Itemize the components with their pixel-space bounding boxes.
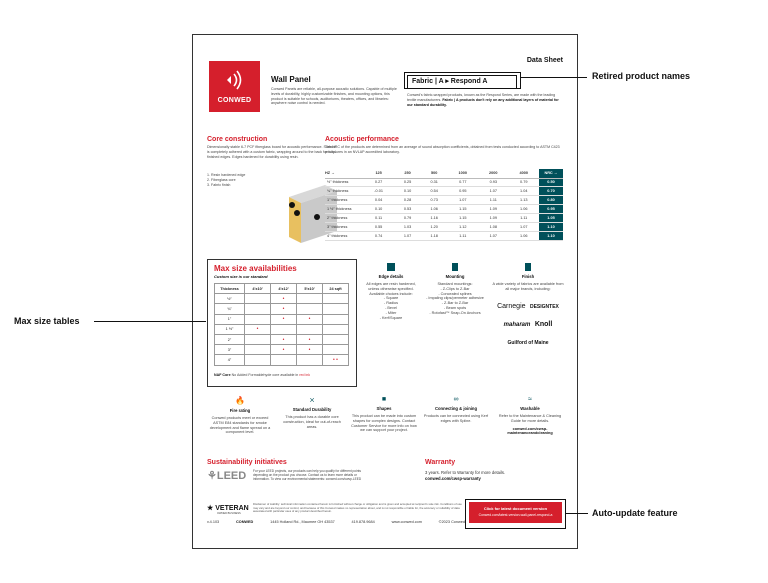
edge-details-icon	[387, 263, 395, 271]
shapes-icon: ■	[381, 396, 387, 403]
table-row	[325, 205, 563, 214]
availability-cell	[245, 304, 271, 314]
brand-carnegie: Carnegie	[497, 302, 526, 310]
leed-logo: ⚘LEED	[207, 470, 247, 482]
washable-icon: ≈	[528, 396, 532, 403]
thickness-cell: 1"	[215, 314, 245, 324]
durability-icon: ⨯	[309, 397, 315, 404]
mounting-title: Mounting	[445, 274, 465, 279]
acoustic-cell: 1.15	[448, 214, 478, 223]
acoustic-cell: 0.53	[394, 205, 421, 214]
acoustic-header-cell: 125	[363, 169, 394, 178]
veteran-sub: OWNED BUSINESS	[217, 512, 241, 515]
address: 1445 Holland Rd., Maumee OH 43537	[270, 520, 335, 524]
auto-update-leader-line	[566, 513, 588, 514]
thickness-cell: ½"	[215, 294, 245, 304]
edge-details-title: Edge details	[378, 274, 404, 279]
acoustic-cell: 0.74	[363, 231, 394, 240]
acoustic-cell: 1.06	[509, 205, 540, 214]
max-size-header-cell: 5'x10'	[297, 284, 323, 294]
table-row	[325, 187, 563, 196]
acoustic-cell: 0.79	[394, 214, 421, 223]
acoustic-header-cell: 250	[394, 169, 421, 178]
footer-brand: CONWED	[236, 520, 254, 524]
acoustic-cell: 1.09	[478, 214, 508, 223]
acoustic-cell: 1.16	[421, 214, 448, 223]
brand-maharam: maharam	[503, 321, 531, 328]
max-size-title: Max size availabilities	[214, 264, 297, 273]
acoustic-cell: 1.13	[509, 196, 540, 205]
availability-cell: •	[271, 345, 297, 355]
availability-cell	[297, 294, 323, 304]
mounting-column	[425, 263, 485, 316]
retired-desc: Conwed's fabric-wrapped products, known as the Respond Series, are made with the leading textile manufacturers. Fabric | A products don't rely on any additional layers of material for our standard durability.	[407, 93, 559, 107]
availability-cell	[245, 334, 271, 344]
acoustic-cell: 4" thickness	[325, 231, 363, 240]
availability-cell: •	[297, 334, 323, 344]
table-row	[215, 345, 349, 355]
acoustic-cell: 1.08	[478, 222, 508, 231]
acoustic-cell: 2" thickness	[325, 214, 363, 223]
intro-text: Conwed Panels are reliable, all-purpose acoustic solutions. Capable of multiple levels of durability, highly customizable finishes, and mounting options, this product is suitable for schools, auditoriums, theaters, offices, and libraries: anywhere noise control is needed.	[271, 87, 397, 106]
edge-details-column	[361, 263, 421, 320]
list-item: 3. Fabric finish	[207, 182, 231, 187]
auto-update-highlight	[465, 499, 566, 529]
max-size-subtitle: Custom size is our standard	[214, 274, 268, 279]
warranty-link[interactable]: conwed.com/cwsp-warranty	[425, 476, 481, 481]
retired-names-highlight	[404, 72, 521, 89]
acoustic-cell: 1.18	[421, 231, 448, 240]
finish-text: A wide variety of fabrics are available from all major brands, including:	[492, 282, 564, 291]
acoustic-cell: 0.77	[448, 178, 478, 187]
table-row	[325, 231, 563, 240]
list-item: 1. Resin hardened edge	[207, 173, 246, 177]
acoustic-cell: 1.06	[509, 231, 540, 240]
table-row	[215, 355, 349, 365]
availability-cell: •	[245, 324, 271, 334]
acoustic-header-cell: 4000	[509, 169, 540, 178]
acoustic-cell: 1.07	[448, 196, 478, 205]
thickness-cell: 4"	[215, 355, 245, 365]
naf-core-note: NAF Core No Added Formaldehyde core available in red ink	[214, 373, 311, 377]
max-size-header-cell: Thickness	[215, 284, 245, 294]
availability-cell: •	[271, 334, 297, 344]
warranty-text: 3 years. Refer to Warranty for more details.	[425, 470, 506, 475]
max-size-box	[207, 259, 357, 387]
acoustic-cell: 1.07	[394, 231, 421, 240]
acoustic-cell: 0.79	[509, 178, 540, 187]
acoustic-cell: 1.20	[421, 222, 448, 231]
acoustic-cell: 1.07	[478, 231, 508, 240]
availability-cell: •	[271, 314, 297, 324]
availability-cell	[323, 324, 349, 334]
acoustic-cell: ½" thickness	[325, 178, 363, 187]
thickness-cell: 3"	[215, 345, 245, 355]
sustainability-title: Sustainability initiatives	[207, 459, 287, 466]
acoustic-cell: 0.70	[539, 187, 563, 196]
disclaimer-text: Disclaimer of Liability: technical information contained herein is furnished without charge or obligation and is given and accepted at recipient's sole risk. Conditions of use may vary and are beyond our control, and because of this Conwed makes no representation about, and is not responsible or liable for, the accuracy or reliability of data associated with particular uses of any product described herein.	[253, 502, 462, 514]
table-row	[215, 294, 349, 304]
feature-durability: ⨯ Standard Durability This product has a durable core construction, ideal for out-of-reach areas.	[279, 396, 345, 429]
feature-washable: ≈ Washable Refer to the Maintenance & Cleaning Guide for more details. conwed.com/cwsp-maintenanceandcleaning	[495, 396, 565, 436]
table-row	[215, 334, 349, 344]
acoustic-cell: 0.10	[394, 187, 421, 196]
data-sheet-label: Data Sheet	[526, 57, 563, 64]
washable-link[interactable]: conwed.com/cwsp-maintenanceandcleaning	[507, 426, 553, 436]
acoustic-cell: 0.28	[394, 196, 421, 205]
logo-brand: CONWED	[217, 97, 252, 104]
acoustic-cell: 0.25	[394, 178, 421, 187]
acoustic-cell: 0.54	[421, 187, 448, 196]
list-item: 2. Fiberglass core	[207, 177, 236, 182]
availability-cell	[323, 314, 349, 324]
availability-cell	[297, 324, 323, 334]
availability-cell	[245, 355, 271, 365]
availability-cell	[323, 294, 349, 304]
copyright: ©2023 Conwed	[438, 520, 465, 524]
acoustic-cell: 1.06	[421, 205, 448, 214]
features-row	[207, 396, 567, 466]
acoustic-cell: 0.80	[539, 196, 563, 205]
acoustic-cell: 0.27	[363, 178, 394, 187]
availability-cell	[323, 345, 349, 355]
acoustic-cell: 1.11	[478, 196, 508, 205]
finish-icon	[525, 263, 531, 271]
acoustic-table	[325, 169, 563, 241]
max-size-header-cell: 4'x12'	[271, 284, 297, 294]
acoustic-cell: 0.04	[363, 196, 394, 205]
acoustic-cell: 1.04	[509, 187, 540, 196]
flame-icon: 🔥	[235, 396, 245, 405]
data-sheet-page	[192, 34, 578, 549]
acoustic-cell: 1" thickness	[325, 196, 363, 205]
latest-version-url: Conwed.com/latest-version-wall-panel-respond-a	[478, 513, 553, 517]
availability-cell: •	[271, 304, 297, 314]
finish-column	[491, 263, 565, 349]
page-title: Wall Panel	[271, 75, 311, 84]
availability-cell	[323, 304, 349, 314]
max-size-header-cell: 4'x10'	[245, 284, 271, 294]
acoustic-cell: 0.55	[363, 222, 394, 231]
acoustic-cell: 0.73	[421, 196, 448, 205]
callout-retired-names: Retired product names	[592, 71, 691, 81]
table-row	[325, 196, 563, 205]
retired-names-box: Fabric | A ▸ Respond A	[407, 75, 517, 89]
availability-cell	[271, 355, 297, 365]
availability-cell	[245, 314, 271, 324]
availability-cell	[245, 294, 271, 304]
table-row	[215, 314, 349, 324]
availability-cell: •	[271, 294, 297, 304]
acoustic-text: The NRC of the products are determined from an average of sound absorption coefficients, obtained from tests conducted according to ASTM C423 procedures in an NVLAP accredited laboratory.	[325, 145, 560, 154]
acoustic-header-cell: 2000	[478, 169, 508, 178]
availability-cell	[297, 355, 323, 365]
acoustic-cell: 1.05	[539, 214, 563, 223]
link-icon: ∞	[453, 396, 459, 403]
max-size-leader-line	[94, 321, 206, 322]
acoustic-cell: 1 ½" thickness	[325, 205, 363, 214]
acoustic-cell: 0.10	[363, 205, 394, 214]
retired-names-leader-line	[521, 77, 587, 78]
brand-knoll: Knoll	[534, 320, 553, 328]
edge-details-text: All edges are resin hardened, unless otherwise specified. Available choices include: - Square - Radius - Bevel - Miter - Kerf/Square	[366, 282, 416, 320]
feature-fire-rating: 🔥 Fire rating Conwed products meet or exceed ASTM E84 standards for smoke development and flame spread on a component level.	[207, 396, 273, 435]
acoustic-cell: 0.93	[478, 178, 508, 187]
acoustic-cell: 1.11	[448, 231, 478, 240]
availability-cell	[297, 304, 323, 314]
core-items-list	[207, 173, 245, 187]
table-row	[325, 178, 563, 187]
version: v.4.103	[207, 520, 220, 524]
table-row	[325, 214, 563, 223]
availability-cell	[245, 345, 271, 355]
acoustic-cell: 0.11	[363, 214, 394, 223]
acoustic-cell: 1.15	[448, 205, 478, 214]
acoustic-cell: 1.07	[509, 222, 540, 231]
acoustic-header-cell: 500	[421, 169, 448, 178]
sound-wave-icon	[223, 69, 245, 91]
mounting-icon	[452, 263, 458, 271]
acoustic-performance-title: Acoustic performance	[325, 136, 399, 143]
acoustic-cell: 0.31	[421, 178, 448, 187]
acoustic-header-cell: HZ →	[325, 169, 363, 178]
acoustic-header-cell: NRC →	[539, 169, 563, 178]
veteran-logo: ★ VETERAN	[207, 505, 249, 512]
acoustic-cell: 1.07	[478, 187, 508, 196]
acoustic-cell: 0.50	[539, 178, 563, 187]
acoustic-header-cell: 1000	[448, 169, 478, 178]
acoustic-cell: 1.10	[539, 222, 563, 231]
availability-cell: •	[297, 345, 323, 355]
acoustic-cell: 1.10	[539, 231, 563, 240]
mounting-text: Standard mountings: - Z-Clips to Z-Bar - Concealed splines - Impaling clips/permeter adhesive - Z-Bar to Z-Bar - Beam spots - Rotofast™ Snap-On Anchors	[426, 282, 484, 315]
table-row	[215, 304, 349, 314]
sustainability-text: For your LEED projects, our products can help you qualify for different points depending on the product you choose. Contact us to learn more details or information. To view our environmental statements: conwed.com/cwsp-LEED	[253, 469, 362, 482]
max-size-table	[214, 283, 349, 366]
acoustic-cell: 1.03	[394, 222, 421, 231]
feature-shapes: ■ Shapes This product can be made into custom shapes for complex designs. Contact Customer Service for more info on how we can support your project.	[351, 396, 417, 433]
acoustic-cell: ¾" thickness	[325, 187, 363, 196]
availability-cell: • •	[323, 355, 349, 365]
thickness-cell: ¾"	[215, 304, 245, 314]
availability-cell: •	[297, 314, 323, 324]
fabric-brand-logos	[491, 295, 565, 349]
availability-cell	[271, 324, 297, 334]
conwed-logo	[209, 61, 260, 112]
core-construction-title: Core construction	[207, 136, 268, 143]
table-row	[215, 324, 349, 334]
website: www.conwed.com	[391, 520, 422, 524]
acoustic-cell: 1.11	[509, 214, 540, 223]
phone: 419.878.9684	[351, 520, 375, 524]
footer-info-row	[207, 520, 465, 524]
feature-connecting: ∞ Connecting & joining Products can be connected using Kerf edges with Spline.	[423, 396, 489, 423]
acoustic-table-header	[325, 169, 563, 178]
acoustic-cell: 3" thickness	[325, 222, 363, 231]
warranty-title: Warranty	[425, 459, 456, 466]
finish-title: Finish	[521, 274, 535, 279]
acoustic-cell: -0.01	[363, 187, 394, 196]
brand-guilford: Guilford of Maine	[507, 339, 549, 346]
availability-cell	[323, 334, 349, 344]
acoustic-cell: 1.09	[478, 205, 508, 214]
acoustic-cell: 0.95	[539, 205, 563, 214]
callout-auto-update: Auto-update feature	[592, 508, 678, 518]
acoustic-cell: 1.12	[448, 222, 478, 231]
thickness-cell: 2"	[215, 334, 245, 344]
brand-designtex: DESIGNTEX	[529, 303, 559, 310]
thickness-cell: 1 ½"	[215, 324, 245, 334]
latest-version-button[interactable]: Click for latest document version Conwed.com/latest-version-wall-panel-respond-a	[469, 502, 562, 523]
acoustic-cell: 0.95	[448, 187, 478, 196]
max-size-header-cell: 24 sqft	[323, 284, 349, 294]
table-row	[325, 222, 563, 231]
callout-max-size: Max size tables	[14, 316, 80, 326]
core-construction-text: Dimensionally stable 6-7 PCF fiberglass board for acoustic performance. Surface is completely adhered with a custom fabric, wrapping around to the back for fully-finished edges. Edges hardened for durability using resin.	[207, 145, 336, 159]
